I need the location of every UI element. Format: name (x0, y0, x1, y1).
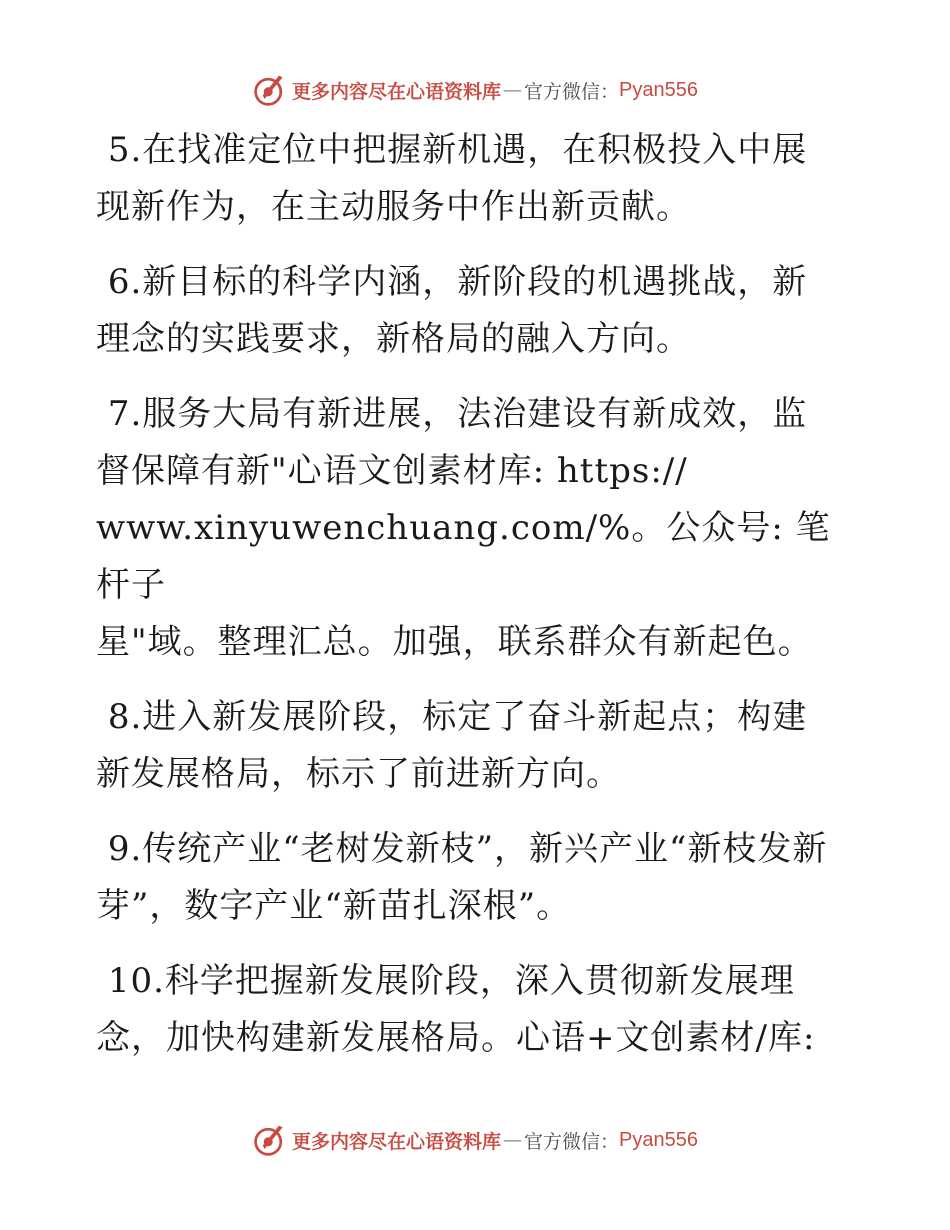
header-banner (0, 70, 950, 110)
paragraph-8: 8.进入新发展阶段，标定了奋斗新起点；构建新发展格局，标示了前进新方向。 (96, 697, 808, 794)
banner-text: 更多内容尽在心语资料库 (292, 80, 502, 103)
paragraph-5: 5.在找准定位中把握新机遇，在积极投入中展现新作为，在主动服务中作出新贡献。 (96, 130, 808, 227)
paragraph-10: 10.科学把握新发展阶段，深入贯彻新发展理念，加快构建新发展格局。心语+文创素材/库: (96, 961, 816, 1058)
banner-separator: — (503, 79, 523, 101)
paragraph-9: 9.传统产业“老树发新枝”，新兴产业“新枝发新芽”，数字产业“新苗扎深根”。 (96, 829, 828, 926)
banner-separator: — (503, 1129, 523, 1151)
paragraph-6: 6.新目标的科学内涵，新阶段的机遇挑战，新理念的实践要求，新格局的融入方向。 (96, 262, 808, 359)
quill-logo-icon (252, 1122, 288, 1158)
banner-wechat-label: 官方微信： (524, 80, 620, 103)
document-body (96, 122, 836, 1085)
banner-wechat-label: 官方微信： (524, 1130, 620, 1153)
quill-logo-icon (252, 72, 288, 108)
paragraph-7: 7.服务大局有新进展，法治建设有新成效，监督保障有新"心语文创素材库: https:// www.xinyuwenchuang.com/%。公众号: 笔杆子 星"域。整理汇总。加强，联系群众有新起色。 (96, 394, 831, 662)
banner-wechat-id: Pyan556 (619, 1128, 698, 1151)
footer-banner (0, 1120, 950, 1160)
banner-wechat-id: Pyan556 (619, 78, 698, 101)
banner-text: 更多内容尽在心语资料库 (292, 1130, 502, 1153)
